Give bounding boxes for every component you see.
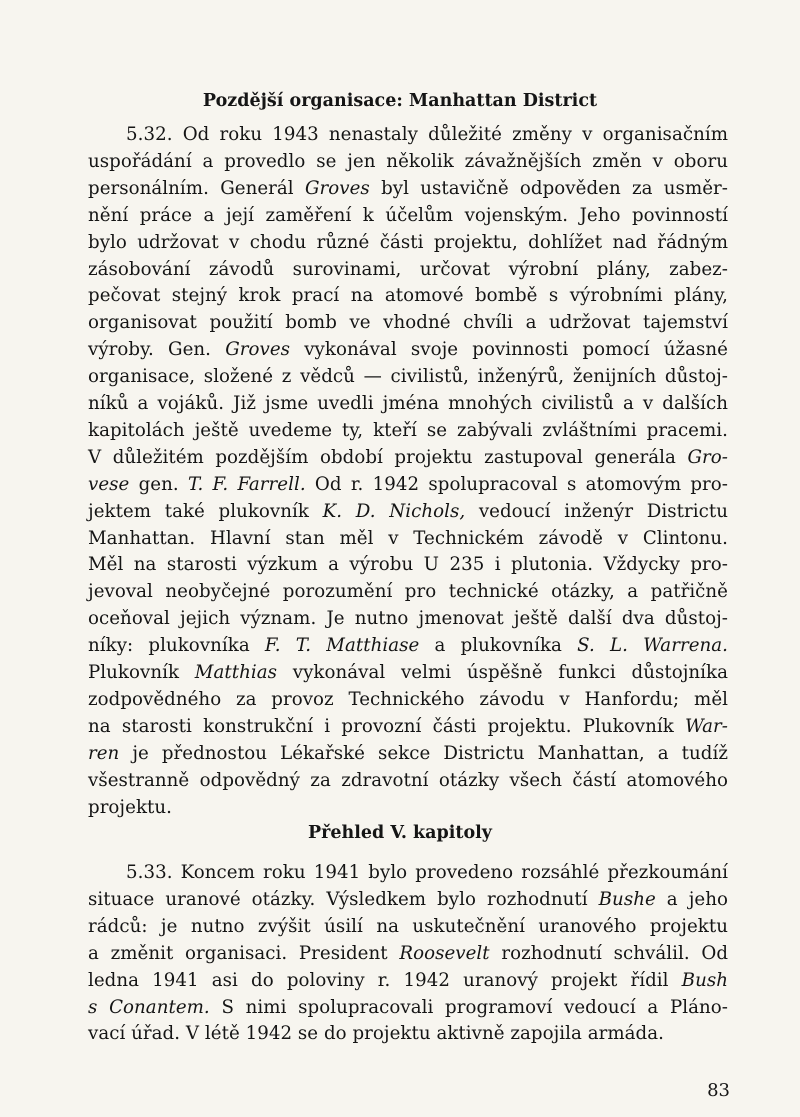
section-heading-later-organisation: Pozdější organisace: Manhattan District xyxy=(202,91,598,111)
italic-name: K. D. Nichols, xyxy=(322,500,466,522)
text-run: a jeho xyxy=(655,888,728,910)
text-line xyxy=(88,971,728,991)
text-run: je přednostou Lékařské sekce Districtu Manhattan, a tudíž xyxy=(119,742,728,764)
text-line xyxy=(88,917,728,937)
text-line xyxy=(88,663,728,683)
text-line xyxy=(88,286,728,306)
text-line xyxy=(88,502,728,522)
text-run: vací úřad. V létě 1942 se do projektu aktivně zapojila armáda. xyxy=(88,1023,664,1045)
page-number: 83 xyxy=(707,1080,730,1101)
italic-name: ren xyxy=(88,742,120,764)
text-run: situace uranové otázky. Výsledkem bylo rozhodnutí xyxy=(88,888,599,910)
text-run: zodpovědného za provoz Technického závodu v Hanfordu; měl xyxy=(88,688,728,710)
text-line xyxy=(88,582,728,602)
text-run: projektu. xyxy=(88,796,172,818)
text-run: a změnit organisaci. President xyxy=(88,942,400,964)
text-line xyxy=(88,609,728,629)
text-line xyxy=(88,717,728,737)
text-run: gen. xyxy=(129,473,188,495)
text-run: organisace, složené z vědců — civilistů, inženýrů, ženijních důstoj- xyxy=(88,366,728,388)
italic-name: Bushe xyxy=(598,888,656,910)
text-run: personálním. Generál xyxy=(88,177,305,199)
italic-name: vese xyxy=(88,473,130,495)
italic-name: s Conantem. xyxy=(88,996,210,1018)
text-line xyxy=(88,1024,728,1044)
text-run: bylo udržovat v chodu různé části projektu, dohlížet nad řádným xyxy=(88,231,728,253)
text-run: Od roku 1943 nenastaly důležité změny v organisačním xyxy=(182,124,728,145)
text-line xyxy=(88,863,728,883)
section-heading-chapter-summary: Přehled V. kapitoly xyxy=(308,823,492,843)
italic-name: Groves xyxy=(225,339,291,361)
text-run: V důležitém pozdějším období projektu zastupoval generála xyxy=(88,446,688,468)
text-line xyxy=(88,152,728,172)
text-line xyxy=(88,944,728,964)
text-line xyxy=(88,744,728,764)
text-run: jektem také plukovník xyxy=(88,500,323,522)
text-line xyxy=(88,998,728,1018)
text-run: výroby. Gen. xyxy=(88,339,226,361)
paragraph-number: 5.32. xyxy=(126,124,183,145)
text-run: ledna 1941 asi do poloviny r. 1942 uranový projekt řídil xyxy=(88,969,682,991)
text-run: Manhattan. Hlavní stan měl v Technickém závodě v Clintonu. xyxy=(88,527,728,549)
text-run: jevoval neobyčejné porozumění pro technické otázky, a patřičně xyxy=(88,581,728,603)
italic-name: F. T. Matthiase xyxy=(264,635,420,657)
text-line xyxy=(88,367,728,387)
text-run: uspořádání a provedlo se jen několik závažnějších změn v oboru xyxy=(88,150,728,172)
italic-name: Groves xyxy=(304,177,370,199)
text-run: a plukovníka xyxy=(419,635,578,657)
text-line xyxy=(88,890,728,910)
text-line xyxy=(88,771,728,791)
text-run: nění práce a její zaměření k účelům vojenským. Jeho povinností xyxy=(88,204,728,226)
italic-name: War- xyxy=(685,715,728,737)
text-run: vedoucí inženýr Districtu xyxy=(465,500,729,522)
italic-name: S. L. Warrena. xyxy=(577,635,728,657)
text-run: Měl na starosti výzkum a výrobu U 235 i plutonia. Vždycky pro- xyxy=(88,554,728,576)
italic-name: Matthias xyxy=(194,662,277,683)
text-line xyxy=(88,313,728,333)
italic-name: Bush xyxy=(681,969,728,991)
text-line xyxy=(88,340,728,360)
paragraph-number: 5.33. xyxy=(126,862,181,883)
text-run: Koncem roku 1941 bylo provedeno rozsáhlé přezkoumání xyxy=(180,862,728,883)
text-line xyxy=(88,125,728,145)
text-line xyxy=(88,636,728,656)
text-run: byl ustavičně odpověden za usměr- xyxy=(369,177,728,199)
text-run: Od r. 1942 spolupracoval s atomovým pro- xyxy=(305,473,728,495)
text-run: na starosti konstrukční i provozní části projektu. Plukovník xyxy=(88,715,685,737)
text-run: níků a vojáků. Již jsme uvedli jména mnohých civilistů a v dalších xyxy=(88,393,728,414)
italic-name: Roosevelt xyxy=(399,942,490,964)
text-run: S nimi spolupracovali programoví vedoucí a Pláno- xyxy=(209,996,728,1018)
text-line xyxy=(88,555,728,575)
text-run: vykonával velmi úspěšně funkci důstojníka xyxy=(276,662,728,683)
text-run: níky: plukovníka xyxy=(88,635,265,657)
text-run: pečovat stejný krok prací na atomové bombě s výrobními plány, xyxy=(88,285,728,307)
text-run: rozhodnutí schválil. Od xyxy=(489,942,729,964)
italic-name: Gro- xyxy=(687,446,728,468)
text-line xyxy=(88,179,728,199)
text-line xyxy=(88,206,728,226)
text-run: Plukovník xyxy=(88,662,195,683)
text-run: organisovat použití bomb ve vhodné chvíli a udržovat tajemství xyxy=(88,312,728,334)
text-line xyxy=(88,421,728,441)
text-line xyxy=(88,798,728,818)
text-line xyxy=(88,448,728,468)
text-line xyxy=(88,529,728,549)
text-run: kapitolách ještě uvedeme ty, kteří se zabývali zvláštními pracemi. xyxy=(88,419,728,441)
text-run: zásobování závodů surovinami, určovat výrobní plány, zabez- xyxy=(88,258,728,280)
italic-name: T. F. Farrell. xyxy=(187,473,306,495)
text-line xyxy=(88,260,728,280)
text-line xyxy=(88,475,728,495)
text-run: oceňoval jejich význam. Je nutno jmenovat ještě další dva důstoj- xyxy=(88,608,728,630)
text-line xyxy=(88,394,728,414)
text-line xyxy=(88,690,728,710)
text-run: vykonával svoje povinnosti pomocí úžasné xyxy=(290,339,728,361)
text-run: rádců: je nutno zvýšit úsilí na uskutečnění uranového projektu xyxy=(88,915,728,937)
text-run: všestranně odpovědný za zdravotní otázky všech částí atomového xyxy=(88,769,728,791)
text-line xyxy=(88,233,728,253)
